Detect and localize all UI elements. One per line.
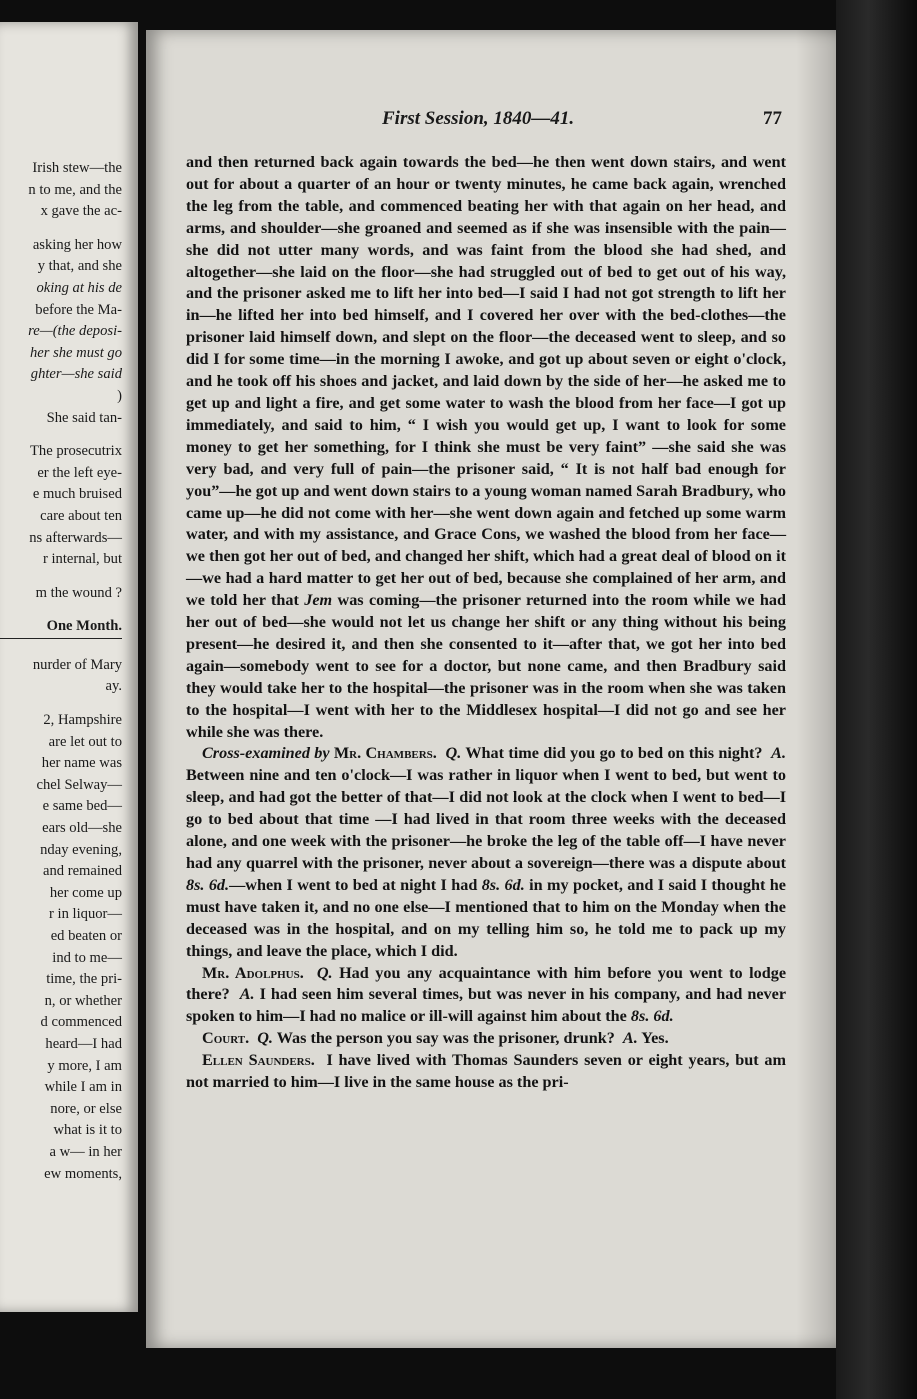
line-gap xyxy=(0,698,122,710)
left-page-line: r in liquor— xyxy=(49,906,122,923)
left-page-line: y more, I am xyxy=(47,1057,122,1074)
line-gap xyxy=(0,571,122,583)
left-page-line: One Month. xyxy=(46,618,122,635)
left-page-line: Irish stew—the xyxy=(32,160,122,176)
left-page-line: ay. xyxy=(105,678,122,695)
section-rule xyxy=(0,638,122,639)
left-page-line: her she must go xyxy=(29,344,122,361)
speaker-name: Ellen Saunders. xyxy=(202,1051,315,1070)
line-gap xyxy=(0,223,122,235)
left-page-line: what is it to xyxy=(53,1122,122,1139)
left-page-line: before the Ma- xyxy=(35,301,122,318)
left-page-line: d commenced xyxy=(40,1014,122,1031)
left-page xyxy=(0,22,138,1312)
left-page-line: ghter—she said xyxy=(30,366,122,383)
speaker-name: Court. xyxy=(202,1029,250,1048)
left-page-line: nurder of Mary xyxy=(32,656,122,673)
left-page-line: e much bruised xyxy=(32,486,122,503)
left-page-line: asking her how xyxy=(32,236,122,253)
left-page-line: heard—I had xyxy=(45,1035,122,1052)
left-page-line: y that, and she xyxy=(37,258,122,275)
left-page-line: ns afterwards— xyxy=(29,529,122,546)
line-gap xyxy=(0,604,122,616)
left-page-line: nore, or else xyxy=(50,1100,122,1117)
left-page-line: ed beaten or xyxy=(50,928,122,944)
left-page-line: and remained xyxy=(42,863,122,880)
left-page-line: The prosecutrix xyxy=(30,443,122,460)
speaker-name: Mr. Chambers. xyxy=(333,744,437,763)
adolphus-paragraph: Mr. Adolphus. Q. Had you any acquaintance with him before you went to lodge there? A. I had seen him several times, but was never in his company, and had never spoken to him—I had no malice or ill-will against him about the 8s. 6d. xyxy=(186,963,787,1026)
left-page-line: nday evening, xyxy=(40,841,122,858)
left-page-line: care about ten xyxy=(40,507,122,524)
line-gap xyxy=(0,429,122,441)
left-page-line: n to me, and the xyxy=(28,181,122,198)
left-page-line: n, or whether xyxy=(44,992,122,1009)
testimony-paragraph: and then returned back again towards the bed—he then went down stairs, and went out for about a quarter of an hour or twenty minutes, he came back again, wrenched the leg from the table, and commenced beating her with that again on her head, and arms, and shoulder—she groaned and seemed as if she was insensible with the pain—she did not utter many words, and was faint from the blood she had shed, and altogether—she laid on the floor—she had struggled out of bed to get out of his way, and the prisoner asked me to lift her into bed—I said I had not got strength to lift her in—he lifted her into bed himself, and I covered her over with the bed-clothes—the prisoner laid himself down, and slept on the floor—the deceased went to sleep, and so did I for some time—in the morning I awoke, and got up about seven or eight o'clock, and he took off his shoes and jacket, and laid down by the side of her—he asked me to get up and light a fire, and get some water to wash the blood from her face—I got up immediately, and said to him, “ I wish you would get up, I want to look for some money to get her something, for I think she must be very faint” —she said she was very bad, and very full of pain—the prisoner said, “ It is not half bad enough for you”—he got up and went down stairs to a young woman named Sarah Bradbury, who came up—he did not come with her—she went down again and fetched up some warm water, and with my assistance, and Grace Cons, we washed the blood from her face—we then got her out of bed, and changed her shift, which had a great deal of blood on it—we had a hard matter to get her out of bed, because she complained of her arm, and we told her that Jem was coming—the prisoner returned into the room while we had her out of bed—she would not let us change her shift or any thing without his being present—he desired it, and then she consented to it—after that, we got her into bed again—somebody went to see for a doctor, but none came, and then Bradbury said they would take her to the hospital—the prisoner was in the room when she was taken to the hospital—I went with her to the Middlesex hospital—I did not go and see her while she was there. xyxy=(186,153,786,741)
left-page-line: ew moments, xyxy=(44,1165,122,1182)
witness-paragraph: Ellen Saunders. I have lived with Thomas Saunders seven or eight years, but am not married to him—I live in the same house as the pri- xyxy=(186,1051,786,1092)
page-header xyxy=(200,108,800,138)
left-page-line: ) xyxy=(117,387,122,404)
left-page-line: r internal, but xyxy=(42,551,122,568)
left-page-line: x gave the ac- xyxy=(40,203,122,220)
left-page-line: a w— in her xyxy=(49,1143,122,1160)
left-page-line: her name was xyxy=(41,755,122,772)
left-page-line: 2, Hampshire xyxy=(43,712,122,729)
left-page-text xyxy=(0,158,122,1185)
left-page-line: while I am in xyxy=(44,1079,122,1096)
left-page-line: chel Selway— xyxy=(36,776,122,793)
left-page-line: ind to me— xyxy=(52,949,122,966)
scan-edge xyxy=(836,0,917,1399)
left-page-line: time, the pri- xyxy=(46,971,122,988)
left-page-line: re—(the deposi- xyxy=(28,323,122,340)
left-page-line: ears old—she xyxy=(42,820,122,837)
page-number: 77 xyxy=(763,108,782,129)
left-page-line: e same bed— xyxy=(42,798,122,815)
left-page-line: She said tan- xyxy=(46,409,122,426)
running-title: First Session, 1840—41. xyxy=(382,108,575,129)
speaker-name: Mr. Adolphus. xyxy=(202,963,304,982)
left-page-line: m the wound ? xyxy=(35,584,122,601)
left-page-line: er the left eye- xyxy=(37,464,122,481)
left-page-line: her come up xyxy=(49,884,122,901)
left-page-line: oking at his de xyxy=(36,279,122,296)
left-page-line: are let out to xyxy=(48,733,122,750)
cross-examination-paragraph: Cross-examined by Mr. Chambers. Q. What time did you go to bed on this night? A. Between nine and ten o'clock—I was rather in liquor when I went to bed, but went to sleep, and had got the better of that—I did not look at the clock when I went to bed—I go to bed about that time —I had lived in that room three weeks with the deceased alone, and one week with the prisoner—he broke the leg of the table off—I have never had any quarrel with the prisoner, never about a sovereign—there was a dispute about 8s. 6d.—when I went to bed at night I had 8s. 6d. in my pocket, and I said I thought he must have taken it, and no one else—I mentioned that to him on the Monday when the deceased was in the hospital, and on my telling him so, he told me to pack up my things, and leave the place, which I did. xyxy=(186,744,787,960)
line-gap xyxy=(0,643,122,655)
court-paragraph: Court. Q. Was the person you say was the prisoner, drunk? A. Yes. xyxy=(202,1029,669,1048)
page-body xyxy=(186,152,786,1094)
